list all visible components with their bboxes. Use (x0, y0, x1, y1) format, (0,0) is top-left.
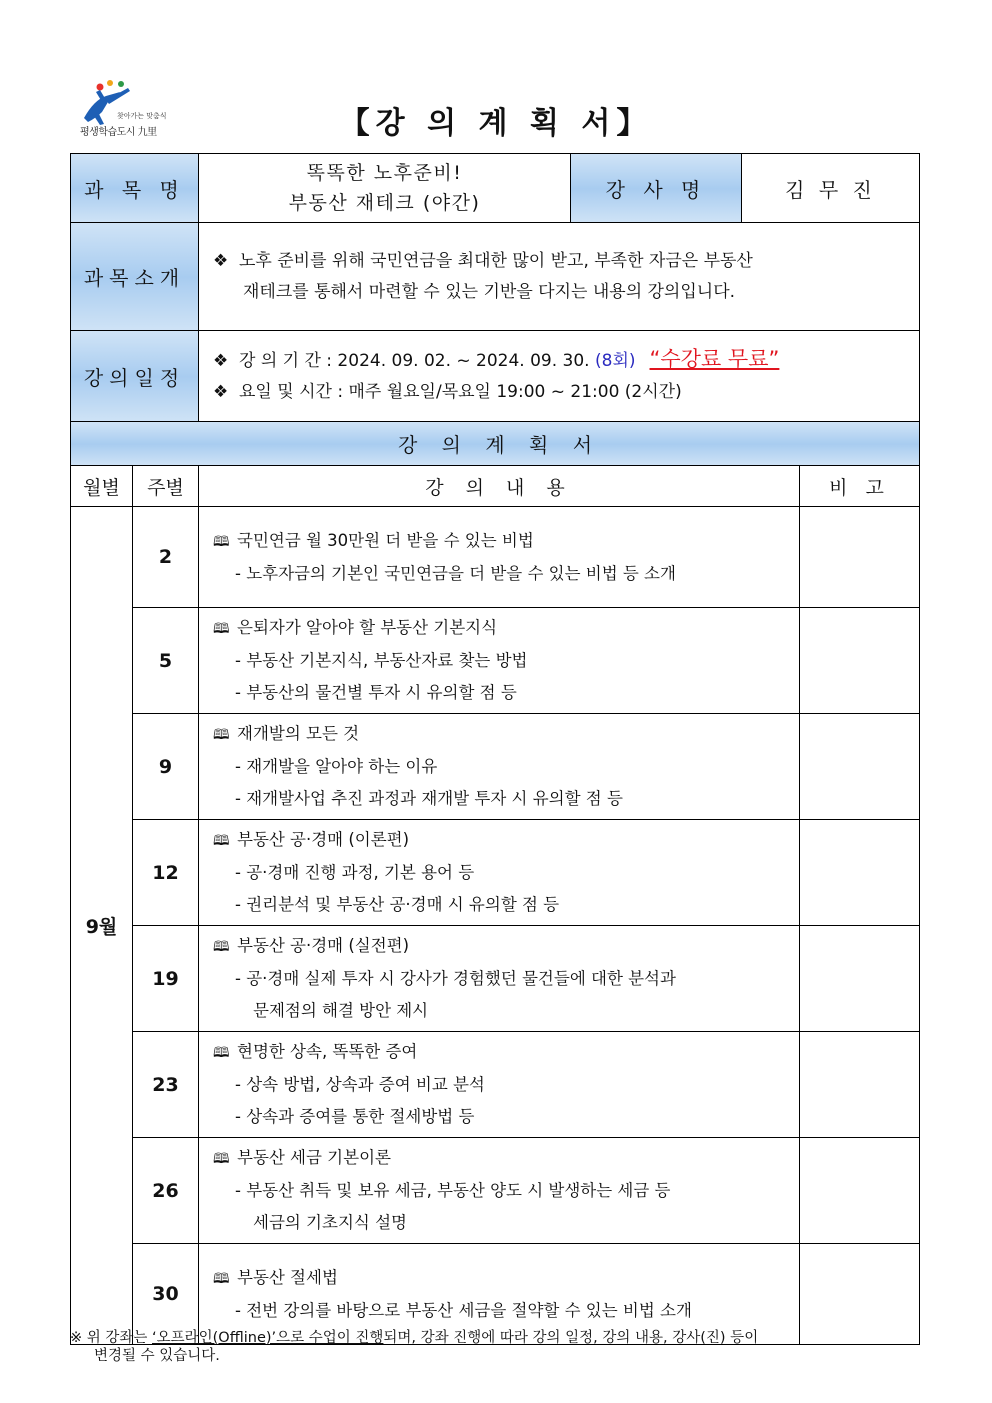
lecture-detail: - 공·경매 진행 과정, 기본 용어 등 (235, 863, 475, 882)
week-cell: 26 (133, 1138, 199, 1244)
lecture-title: 부동산 세금 기본이론 (237, 1148, 391, 1167)
col-month-header: 월별 (71, 466, 133, 507)
diamond-bullet-icon: ❖ (213, 351, 229, 371)
plan-row (71, 714, 920, 820)
note-cell (800, 608, 920, 714)
lecture-detail: - 부동산 기본지식, 부동산자료 찾는 방법 (235, 651, 528, 670)
course-info-table (70, 153, 920, 422)
lecture-title: 부동산 공·경매 (실전편) (237, 936, 410, 955)
lecture-detail: - 공·경매 실제 투자 시 강사가 경험했던 물건들에 대한 분석과 (235, 969, 676, 988)
course-schedule (199, 331, 920, 422)
course-intro (199, 223, 920, 331)
week-cell: 30 (133, 1244, 199, 1345)
week-cell: 5 (133, 608, 199, 714)
lecture-detail: - 재개발을 알아야 하는 이유 (235, 757, 438, 776)
lecture-detail: - 부동산의 물건별 투자 시 유의할 점 등 (235, 683, 517, 702)
note-cell (800, 714, 920, 820)
time-text: 요일 및 시간 : 매주 월요일/목요일 19:00 ~ 21:00 (2시간) (239, 382, 682, 402)
book-icon: 🕮 (213, 1270, 230, 1287)
course-name-line1: 똑똑한 노후준비! (306, 162, 463, 184)
note-cell (800, 1138, 920, 1244)
content-cell (199, 507, 800, 608)
content-cell (199, 926, 800, 1032)
col-content-header: 강 의 내 용 (199, 466, 800, 507)
plan-row (71, 1138, 920, 1244)
lecture-plan-table (70, 421, 920, 1345)
content-cell (199, 1032, 800, 1138)
lecture-title: 은퇴자가 알아야 할 부동산 기본지식 (237, 618, 498, 637)
document-title: 【강 의 계 획 서】 (339, 106, 653, 141)
course-name-label: 과 목 명 (71, 154, 199, 223)
period-count: (8회) (595, 351, 636, 371)
schedule-label: 강의일정 (71, 331, 199, 422)
week-cell: 12 (133, 820, 199, 926)
plan-row (71, 507, 920, 608)
week-cell: 19 (133, 926, 199, 1032)
course-name (199, 154, 571, 223)
book-icon: 🕮 (213, 939, 230, 955)
plan-row (71, 1032, 920, 1138)
offline-note: ‘오프라인(Offline)’으로 수업이 진행 (152, 1330, 384, 1346)
note-cell (800, 507, 920, 608)
lecture-title: 재개발의 모든 것 (237, 724, 360, 743)
note-cell (800, 820, 920, 926)
book-icon: 🕮 (213, 533, 230, 550)
course-name-line2: 부동산 재테크 (야간) (288, 192, 481, 214)
book-icon: 🕮 (213, 1151, 230, 1167)
col-week-header: 주별 (133, 466, 199, 507)
lecture-detail: - 권리분석 및 부동산 공·경매 시 유의할 점 등 (235, 895, 560, 914)
intro-line2: 재테크를 통해서 마련할 수 있는 기반을 다지는 내용의 강의입니다. (243, 281, 736, 302)
lecture-detail: 세금의 기초지식 설명 (253, 1213, 407, 1232)
lecture-title: 부동산 공·경매 (이론편) (237, 830, 410, 849)
book-icon: 🕮 (213, 621, 230, 637)
plan-header: 강 의 계 획 서 (71, 422, 920, 466)
plan-row (71, 608, 920, 714)
content-cell (199, 820, 800, 926)
diamond-bullet-icon: ❖ (213, 382, 229, 402)
note-cell (800, 1032, 920, 1138)
plan-row (71, 926, 920, 1032)
lecture-detail: - 상속과 증여를 통한 절세방법 등 (235, 1107, 475, 1126)
lecture-title: 현명한 상속, 똑똑한 증여 (237, 1042, 418, 1061)
week-cell: 23 (133, 1032, 199, 1138)
lecture-detail: - 노후자금의 기본인 국민연금을 더 받을 수 있는 비법 등 소개 (235, 563, 676, 583)
content-cell (199, 1138, 800, 1244)
instructor-name: 김 무 진 (742, 154, 920, 223)
lecture-detail: 문제점의 해결 방안 제시 (253, 1001, 429, 1020)
instructor-label: 강 사 명 (571, 154, 742, 223)
period-text: 강 의 기 간 : 2024. 09. 02. ~ 2024. 09. 30. (239, 351, 590, 371)
book-icon: 🕮 (213, 1045, 230, 1061)
week-cell: 9 (133, 714, 199, 820)
lecture-detail: - 부동산 취득 및 보유 세금, 부동산 양도 시 발생하는 세금 등 (235, 1181, 671, 1200)
book-icon: 🕮 (213, 833, 230, 849)
logo-name: 평생학습도시 九里 (80, 127, 157, 138)
lecture-title: 국민연금 월 30만원 더 받을 수 있는 비법 (237, 530, 534, 550)
lecture-title: 부동산 절세법 (237, 1267, 338, 1287)
intro-line1: 노후 준비를 위해 국민연금을 최대한 많이 받고, 부족한 자금은 부동산 (239, 250, 753, 271)
footnote-line2: 변경될 수 있습니다. (94, 1348, 220, 1364)
col-note-header: 비 고 (800, 466, 920, 507)
note-cell (800, 926, 920, 1032)
intro-label: 과목소개 (71, 223, 199, 331)
month-cell: 9월 (71, 507, 133, 1345)
week-cell: 2 (133, 507, 199, 608)
content-cell (199, 714, 800, 820)
lecture-detail: - 상속 방법, 상속과 증여 비교 분석 (235, 1075, 485, 1094)
diamond-bullet-icon: ❖ (213, 250, 229, 271)
content-cell (199, 608, 800, 714)
footnote: ※ 위 강좌는 ‘오프라인(Offline)’으로 수업이 진행되며, 강좌 진행에 따라 강의 일정, 강의 내용, 강사(진) 등이 변경될 수 있습니다. (70, 1330, 759, 1364)
free-tuition-text: “수강료 무료” (649, 347, 780, 371)
lecture-detail: - 재개발사업 추진 과정과 재개발 투자 시 유의할 점 등 (235, 789, 623, 808)
logo-tagline: 찾아가는 맞춤식 (117, 112, 167, 120)
plan-row (71, 820, 920, 926)
book-icon: 🕮 (213, 727, 230, 743)
lecture-detail: - 전번 강의를 바탕으로 부동산 세금을 절약할 수 있는 비법 소개 (235, 1300, 692, 1320)
